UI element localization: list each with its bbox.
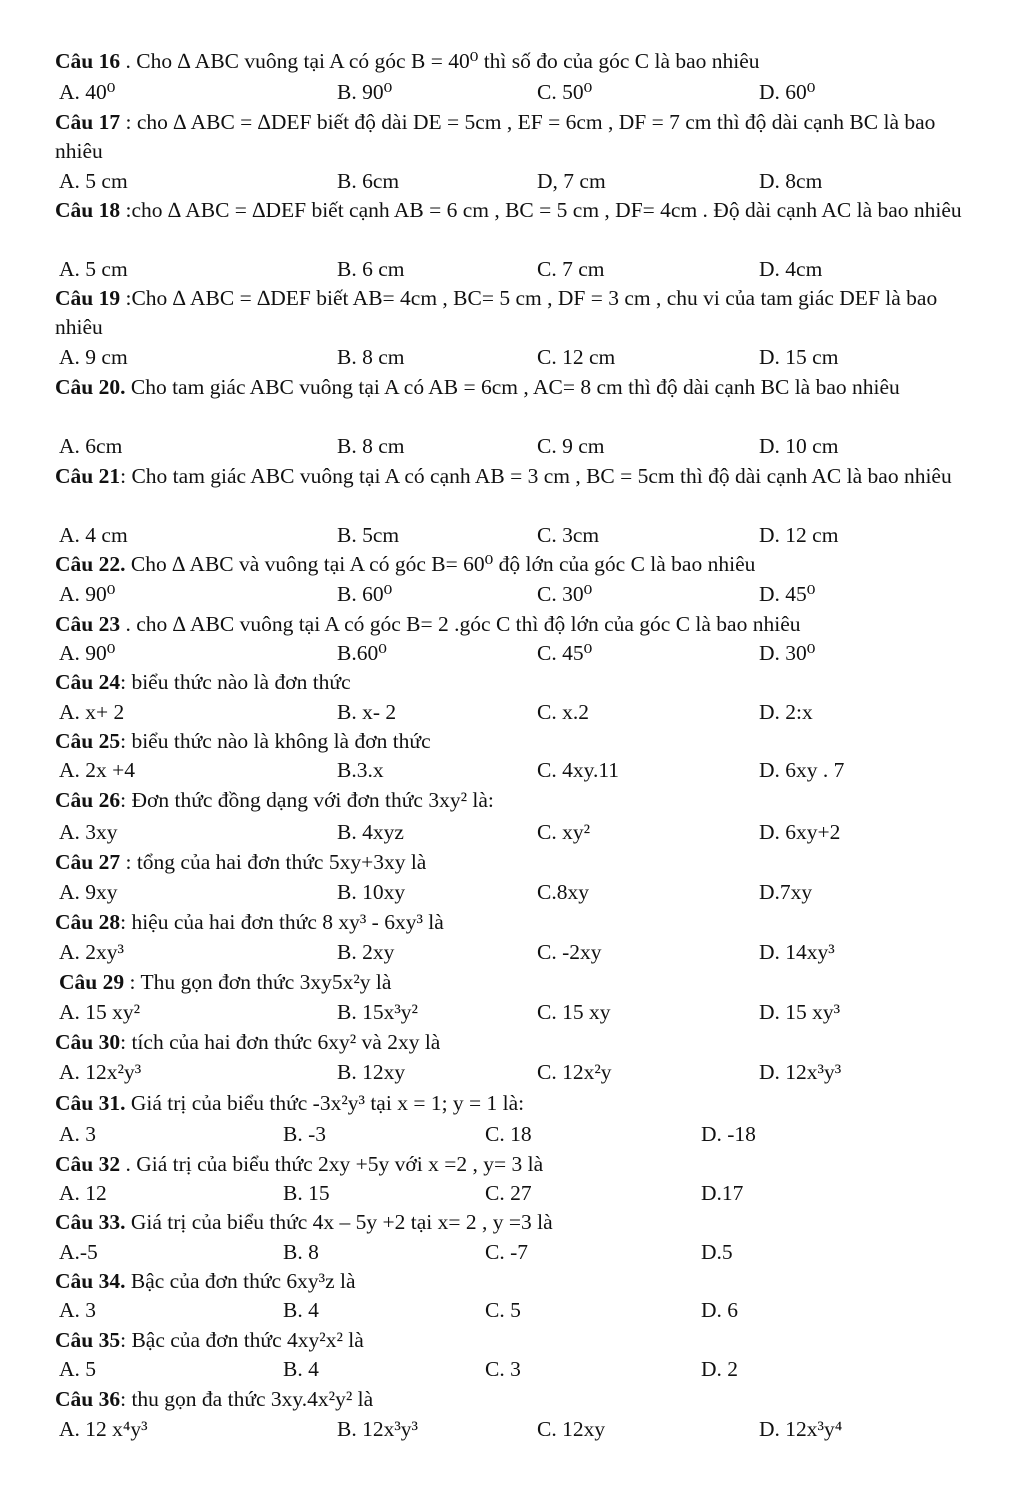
option-b: B. 10xy <box>337 880 406 904</box>
question-text: . Giá trị của biểu thức 2xy +5y với x =2 , y= 3 là <box>120 1152 544 1176</box>
question-number: Câu 32 <box>55 1152 121 1176</box>
options-20 <box>55 432 1005 461</box>
option-c: C.8xy <box>537 880 589 904</box>
options-24 <box>55 698 1005 727</box>
option-b: B. 5cm <box>337 523 400 547</box>
option-b: B. 4 <box>283 1298 319 1322</box>
option-d: D. 8cm <box>759 169 823 193</box>
options-32 <box>55 1179 1005 1208</box>
option-a: A. 5 <box>59 1357 97 1381</box>
options-33 <box>55 1238 1005 1267</box>
question-number: Câu 17 <box>55 110 121 134</box>
option-b: B. x- 2 <box>337 700 397 724</box>
question-text: Giá trị của biểu thức 4x – 5y +2 tại x= 2 , y =3 là <box>125 1210 553 1234</box>
option-d: D.17 <box>701 1181 744 1205</box>
question-text: : hiệu của hai đơn thức 8 xy³ - 6xy³ là <box>120 910 444 934</box>
option-d: D. 60⁰ <box>759 80 816 104</box>
option-b: B. 4 <box>283 1357 319 1381</box>
options-26 <box>55 818 1005 847</box>
option-d: D. 14xy³ <box>759 940 835 964</box>
question-35 <box>55 1326 985 1355</box>
option-d: D. 6xy+2 <box>759 820 841 844</box>
options-28 <box>55 938 1005 967</box>
option-d: D. 6xy . 7 <box>759 758 845 782</box>
question-16 <box>55 47 985 76</box>
option-d: D. 30⁰ <box>759 641 816 665</box>
options-35 <box>55 1355 1005 1384</box>
question-number: Câu 24 <box>55 670 121 694</box>
question-number: Câu 33. <box>55 1210 126 1234</box>
option-c: C. 5 <box>485 1298 521 1322</box>
question-number: Câu 18 <box>55 198 121 222</box>
option-b: B. 6cm <box>337 169 400 193</box>
option-b: B. 12x³y³ <box>337 1417 418 1441</box>
question-36 <box>55 1385 985 1414</box>
option-b: B. 90⁰ <box>337 80 393 104</box>
question-number: Câu 29 <box>59 970 125 994</box>
question-23 <box>55 610 985 639</box>
question-number: Câu 21 <box>55 464 121 488</box>
option-d: D. 12x³y⁴ <box>759 1417 843 1441</box>
question-text: : biểu thức nào là không là đơn thức <box>120 729 431 753</box>
option-b: B. 60⁰ <box>337 582 393 606</box>
option-c: C. 12x²y <box>537 1060 612 1084</box>
question-text: Cho tam giác ABC vuông tại A có AB = 6cm , AC= 8 cm thì độ dài cạnh BC là bao nhiêu <box>125 375 900 399</box>
option-d: D. 45⁰ <box>759 582 816 606</box>
question-31 <box>55 1089 985 1118</box>
options-31 <box>55 1120 1005 1149</box>
option-b: B.60⁰ <box>337 641 387 665</box>
question-number: Câu 35 <box>55 1328 121 1352</box>
option-a: A. 90⁰ <box>59 582 116 606</box>
option-a: A. 2xy³ <box>59 940 124 964</box>
option-b: B. 8 cm <box>337 345 405 369</box>
option-d: D. 12 cm <box>759 523 839 547</box>
option-c: C. 7 cm <box>537 257 605 281</box>
options-19 <box>55 343 1005 372</box>
question-number: Câu 27 <box>55 850 121 874</box>
question-number: Câu 26 <box>55 788 121 812</box>
options-30 <box>55 1058 1005 1087</box>
option-d: D. 6 <box>701 1298 739 1322</box>
option-c: C. 12xy <box>537 1417 606 1441</box>
question-text: : tổng của hai đơn thức 5xy+3xy là <box>120 850 427 874</box>
option-c: C. xy² <box>537 820 591 844</box>
option-a: A. 3 <box>59 1122 97 1146</box>
option-c: C. 45⁰ <box>537 641 593 665</box>
question-text: :Cho ∆ ABC = ∆DEF biết AB= 4cm , BC= 5 cm , DF = 3 cm , chu vi của tam giác DEF là bao nhiêu <box>55 286 938 339</box>
option-d: D. 2 <box>701 1357 739 1381</box>
question-text: . cho ∆ ABC vuông tại A có góc B= 2 .góc C thì độ lớn của góc C là bao nhiêu <box>120 612 801 636</box>
question-text: : cho ∆ ABC = ∆DEF biết độ dài DE = 5cm , EF = 6cm , DF = 7 cm thì độ dài cạnh BC là bao nhiêu <box>55 110 936 163</box>
option-b: B. 4xyz <box>337 820 404 844</box>
option-b: B. 8 cm <box>337 434 405 458</box>
question-number: Câu 28 <box>55 910 121 934</box>
question-number: Câu 19 <box>55 286 121 310</box>
option-d: D.7xy <box>759 880 813 904</box>
question-number: Câu 23 <box>55 612 121 636</box>
question-29 <box>59 968 989 997</box>
question-21 <box>55 462 985 491</box>
question-number: Câu 36 <box>55 1387 121 1411</box>
question-24 <box>55 668 985 697</box>
option-b: B. 15 <box>283 1181 330 1205</box>
option-b: B. 12xy <box>337 1060 406 1084</box>
option-c: C. 15 xy <box>537 1000 611 1024</box>
option-c: C. 4xy.11 <box>537 758 620 782</box>
option-c: C. 18 <box>485 1122 532 1146</box>
question-number: Câu 20. <box>55 375 126 399</box>
question-30 <box>55 1028 985 1057</box>
question-25 <box>55 727 985 756</box>
option-c: D, 7 cm <box>537 169 606 193</box>
option-c: C. 3 <box>485 1357 521 1381</box>
question-text: : Bậc của đơn thức 4xy²x² là <box>120 1328 364 1352</box>
options-34 <box>55 1296 1005 1325</box>
option-a: A. 6cm <box>59 434 123 458</box>
question-number: Câu 22. <box>55 552 126 576</box>
question-text: : Đơn thức đồng dạng với đơn thức 3xy² là: <box>120 788 494 812</box>
option-a: A. 90⁰ <box>59 641 116 665</box>
option-b: B. 8 <box>283 1240 319 1264</box>
question-text: : thu gọn đa thức 3xy.4x²y² là <box>120 1387 374 1411</box>
option-c: C. 9 cm <box>537 434 605 458</box>
option-a: A. 12 x⁴y³ <box>59 1417 148 1441</box>
question-text: Giá trị của biểu thức -3x²y³ tại x = 1; y = 1 là: <box>125 1091 525 1115</box>
question-34 <box>55 1267 985 1296</box>
option-a: A. 4 cm <box>59 523 128 547</box>
option-a: A. 5 cm <box>59 257 128 281</box>
question-text: : Thu gọn đơn thức 3xy5x²y là <box>124 970 392 994</box>
option-c: C. x.2 <box>537 700 589 724</box>
option-c: C. -7 <box>485 1240 528 1264</box>
options-23 <box>55 639 1005 668</box>
options-27 <box>55 878 1005 907</box>
option-b: B. 2xy <box>337 940 395 964</box>
question-number: Câu 25 <box>55 729 121 753</box>
option-a: A. 15 xy² <box>59 1000 141 1024</box>
option-a: A. 3xy <box>59 820 118 844</box>
option-d: D.5 <box>701 1240 733 1264</box>
option-c: C. 30⁰ <box>537 582 593 606</box>
options-17 <box>55 167 1005 196</box>
option-a: A. 3 <box>59 1298 97 1322</box>
question-text: :cho ∆ ABC = ∆DEF biết cạnh AB = 6 cm , BC = 5 cm , DF= 4cm . Độ dài cạnh AC là bao nhiêu <box>120 198 962 222</box>
option-c: C. 50⁰ <box>537 80 593 104</box>
question-number: Câu 16 <box>55 49 121 73</box>
option-a: A. 40⁰ <box>59 80 116 104</box>
question-number: Câu 34. <box>55 1269 126 1293</box>
option-a: A. 12 <box>59 1181 107 1205</box>
option-b: B. 6 cm <box>337 257 405 281</box>
question-text: Bậc của đơn thức 6xy³z là <box>125 1269 356 1293</box>
option-d: D. 15 cm <box>759 345 839 369</box>
options-25 <box>55 756 1005 785</box>
option-a: A. x+ 2 <box>59 700 125 724</box>
option-a: A. 2x +4 <box>59 758 136 782</box>
options-22 <box>55 580 1005 609</box>
question-text: Cho ∆ ABC và vuông tại A có góc B= 60⁰ độ lớn của góc C là bao nhiêu <box>125 552 756 576</box>
option-c: C. -2xy <box>537 940 602 964</box>
question-20 <box>55 373 985 402</box>
option-a: A. 12x²y³ <box>59 1060 142 1084</box>
option-b: B.3.x <box>337 758 384 782</box>
question-number: Câu 30 <box>55 1030 121 1054</box>
options-36 <box>55 1415 1005 1444</box>
option-b: B. -3 <box>283 1122 326 1146</box>
question-text: : biểu thức nào là đơn thức <box>120 670 351 694</box>
options-29 <box>55 998 1005 1027</box>
option-c: C. 12 cm <box>537 345 616 369</box>
question-text: . Cho ∆ ABC vuông tại A có góc B = 40⁰ thì số đo của góc C là bao nhiêu <box>120 49 760 73</box>
option-c: C. 27 <box>485 1181 532 1205</box>
question-22 <box>55 550 985 579</box>
question-32 <box>55 1150 985 1179</box>
question-text: : tích của hai đơn thức 6xy² và 2xy là <box>120 1030 441 1054</box>
question-text: : Cho tam giác ABC vuông tại A có cạnh AB = 3 cm , BC = 5cm thì độ dài cạnh AC là bao nhiêu <box>120 464 952 488</box>
option-a: A.-5 <box>59 1240 98 1264</box>
option-d: D. 4cm <box>759 257 823 281</box>
options-21 <box>55 521 1005 550</box>
question-26 <box>55 786 985 815</box>
option-d: D. 10 cm <box>759 434 839 458</box>
question-27 <box>55 848 985 877</box>
question-number: Câu 31. <box>55 1091 126 1115</box>
question-28 <box>55 908 985 937</box>
options-16 <box>55 78 1005 107</box>
option-a: A. 5 cm <box>59 169 128 193</box>
question-17 <box>55 108 985 166</box>
option-d: D. 15 xy³ <box>759 1000 841 1024</box>
option-a: A. 9 cm <box>59 345 128 369</box>
option-b: B. 15x³y² <box>337 1000 418 1024</box>
option-d: D. 12x³y³ <box>759 1060 842 1084</box>
option-d: D. -18 <box>701 1122 756 1146</box>
option-d: D. 2:x <box>759 700 813 724</box>
question-19 <box>55 284 985 342</box>
option-a: A. 9xy <box>59 880 118 904</box>
question-33 <box>55 1208 985 1237</box>
question-18 <box>55 196 985 225</box>
options-18 <box>55 255 1005 284</box>
option-c: C. 3cm <box>537 523 600 547</box>
